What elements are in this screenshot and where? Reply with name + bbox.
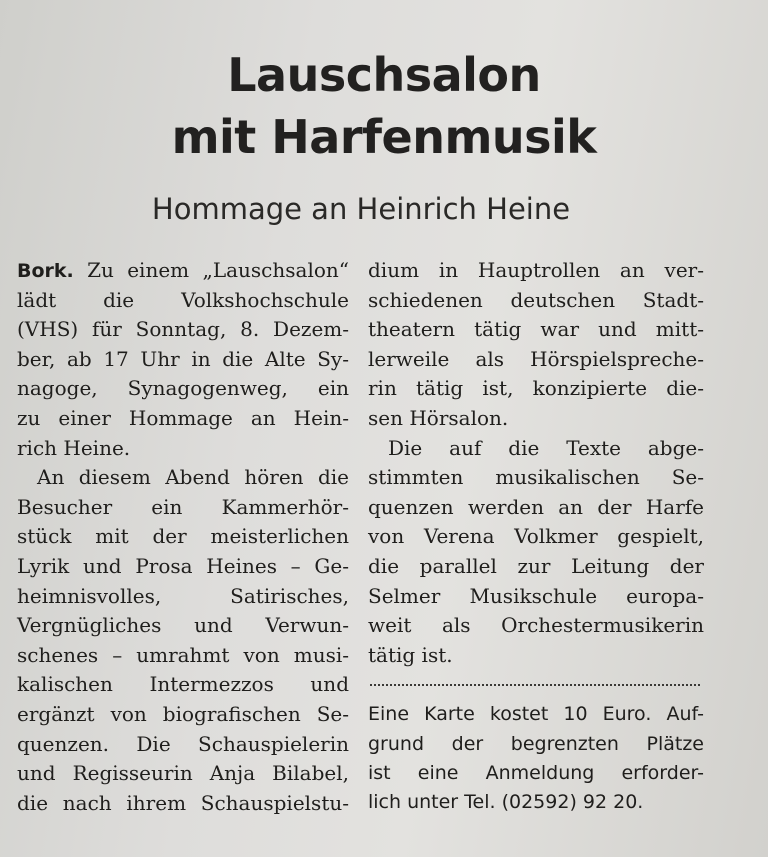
text-line: ergänzt von biografischen Se- (17, 701, 349, 726)
headline-line-2: mit Harfenmusik (171, 110, 597, 164)
text-line: quenzen werden an der Harfe (368, 494, 704, 519)
info-line: grund der begrenzten Plätze (368, 732, 704, 755)
text-line: schenes – umrahmt von musi- (17, 642, 349, 667)
text-line: quenzen. Die Schauspielerin (17, 731, 349, 756)
info-box (368, 700, 704, 818)
text-line: weit als Orchestermusikerin (368, 613, 704, 638)
text-line: zu einer Hommage an Hein- (17, 405, 349, 430)
dotted-divider (368, 670, 704, 700)
text-line: theatern tätig war und mitt- (368, 317, 704, 342)
text-line: rich Heine. (17, 435, 131, 460)
text-line: dium in Hauptrollen an ver- (368, 258, 704, 282)
text-line: die nach ihrem Schauspielstu- (17, 790, 349, 815)
info-line: lich unter Tel. (02592) 92 20. (368, 791, 644, 814)
text-line: stück mit der meisterlichen (17, 524, 349, 549)
text-line: die parallel zur Leitung der (368, 553, 704, 578)
text-line: An diesem Abend hören die (37, 465, 349, 490)
article-subtitle: Hommage an Heinrich Heine (151, 192, 571, 226)
text-line (17, 256, 349, 286)
text-line: sen Hörsalon. (368, 405, 509, 430)
text-line: Vergnügliches und Verwun- (17, 613, 349, 638)
text-line: (VHS) für Sonntag, 8. Dezem- (17, 317, 349, 342)
dateline: Bork. (17, 260, 74, 282)
text-line: und Regisseurin Anja Bilabel, (17, 761, 349, 786)
text-line: rin tätig ist, konzipierte die- (368, 376, 704, 401)
text-line: lerweile als Hörspielspreche- (368, 346, 704, 371)
article-column-right (368, 256, 704, 818)
text-line: schiedenen deutschen Stadt- (368, 287, 704, 312)
info-line: ist eine Anmeldung erforder- (368, 762, 704, 785)
article-column-left (17, 256, 349, 818)
text-line: kalischen Intermezzos und (17, 672, 349, 697)
text-line: nagoge, Synagogenweg, ein (17, 376, 349, 401)
text-line: lädt die Volkshochschule (17, 287, 349, 312)
headline-line-1: Lauschsalon (227, 48, 541, 102)
text-line: ber, ab 17 Uhr in die Alte Sy- (17, 346, 349, 371)
text-line-content: Zu einem „Lauschsalon“ (73, 258, 349, 282)
text-line: von Verena Volkmer gespielt, (368, 524, 704, 549)
text-line: Die auf die Texte abge- (388, 435, 704, 460)
text-line: Besucher ein Kammerhör- (17, 494, 349, 519)
text-line: heimnisvolles, Satirisches, (17, 583, 349, 608)
text-line: stimmten musikalischen Se- (368, 465, 704, 490)
info-line: Eine Karte kostet 10 Euro. Auf- (368, 703, 704, 726)
text-line: Lyrik und Prosa Heines – Ge- (17, 553, 349, 578)
text-line: tätig ist. (368, 642, 453, 667)
text-line: Selmer Musikschule europa- (368, 583, 704, 608)
